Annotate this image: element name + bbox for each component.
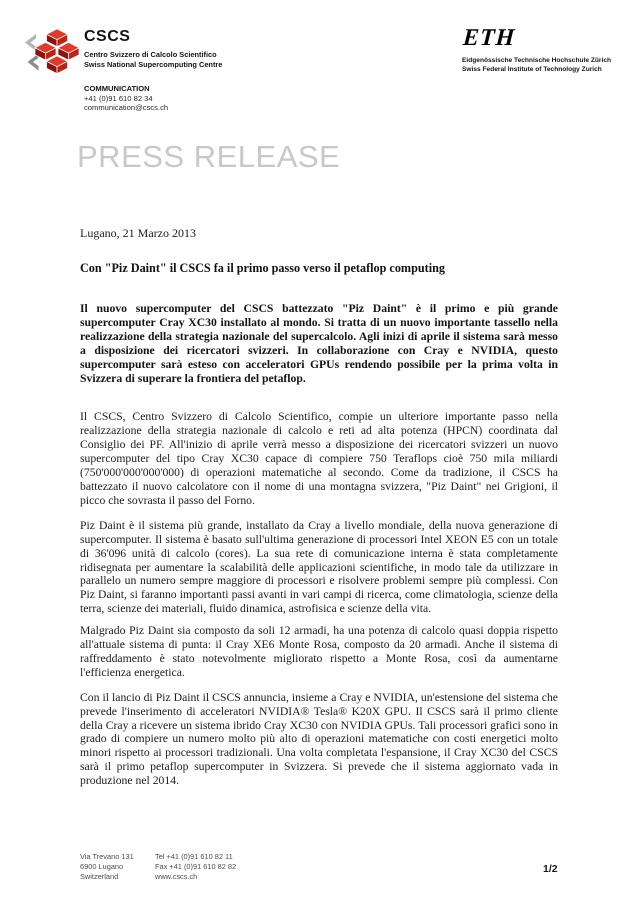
cscs-tagline-it: Centro Svizzero di Calcolo Scientifico [84,50,217,59]
footer-tel: Tel +41 (0)91 610 82 11 [155,852,233,861]
paragraph-4: Con il lancio di Piz Daint il CSCS annuncia, insieme a Cray e NVIDIA, un'estensione del sistema che prevede l'inserimento di acceleratori NVIDIA® Tesla® K20X GPU. Il CSCS sarà il primo cliente della Cray a ricevere un sistema ibrido Cray XC30 con NVIDIA GPUs. Tali processori grafici sono in grado di compiere un numero molto più alto di operazioni matematiche con costi energetici molto minori rispetto ai processori tradizionali. Una volta completata l'espansione, il Cray XC30 del CSCS sarà il primo petaflop supercomputer in Svizzera. Si prevede che il sistema aggiornato vada in produzione nel 2014. [80,690,558,788]
eth-wordmark: ETH [462,25,517,51]
cscs-logo-text [84,28,222,69]
footer-fax: Fax +41 (0)91 610 82 82 [155,861,237,871]
cscs-tagline-en: Swiss National Supercomputing Centre [84,59,223,69]
communication-block [84,84,168,112]
paragraph-1: Il CSCS, Centro Svizzero di Calcolo Scientifico, compie un ulteriore importante passo nella realizzazione della strategia nazionale di calcolo e reti ad alta potenza (HPCN) coordinata dal Consiglio dei PF. All'inizio di aprile verrà messo a disposizione dei ricercatori svizzeri un nuovo supercomputer del tipo Cray XC30 capace di compiere 750 Teraflops cioè 750 mila miliardi (750'000'000'000'000) di operazioni matematiche al secondo. Come da tradizione, il CSCS ha battezzato il nuovo calcolatore con il nome di una montagna svizzera, "Piz Daint" nei Grigioni, il picco che sovrasta il passo del Forno. [80,410,558,507]
communication-label: COMMUNICATION [84,84,150,93]
footer-website: www.cscs.ch [155,871,198,881]
footer-street: Via Trevano 131 [80,852,134,861]
cscs-wordmark: CSCS [84,28,131,45]
eth-logo [462,25,611,74]
footer-city: 6900 Lugano [80,861,124,871]
cscs-cubes-icon [24,27,80,77]
communication-phone: +41 (0)91 610 82 34 [84,93,153,103]
dateline: Lugano, 21 Marzo 2013 [80,226,196,240]
footer-country: Switzerland [80,871,119,881]
communication-email: communication@cscs.ch [84,103,169,112]
eth-tagline-en: Swiss Federal Institute of Technology Zurich [462,66,602,73]
paragraph-2: Piz Daint è il sistema più grande, installato da Cray a livello mondiale, della nuova generazione di supercomputer. Il sistema è basato sull'ultima generazione di processori Intel XEON E5 con un totale di 36'096 unità di calcolo (cores). La sua rete di comunicazione interna è stata completamente ridisegnata per aumentare la scalabilità delle applicazioni scientifiche, in modo tale da utilizzare in parallelo un numero sempre maggiore di processori e risolvere problemi sempre più complessi. Con Piz Daint, si faranno importanti passi avanti in vari campi di ricerca, come climatologia, scienze della terra, scienze dei materiali, fluido dinamica, astrofisica e scienze della vita. [80,518,558,616]
eth-tagline-de: Eidgenössische Technische Hochschule Zürich [462,57,612,64]
document-body [80,226,558,788]
paragraph-3: Malgrado Piz Daint sia composto da soli 12 armadi, ha una potenza di calcolo quasi doppia rispetto all'attuale sistema di punta: il Cray XE6 Monte Rosa, composto da 20 armadi. Anche il sistema di raffreddamento è stato notevolmente migliorato rispetto a Monte Rosa, così da aumentarne l'efficienza energetica. [80,624,558,679]
footer-address [80,852,134,881]
footer-contact [155,852,236,881]
press-release-heading: PRESS RELEASE [77,139,341,174]
document-title: Con "Piz Daint" il CSCS fa il primo passo verso il petaflop computing [80,261,445,275]
lead-paragraph: Il nuovo supercomputer del CSCS battezzato "Piz Daint" è il primo e più grande supercomputer Cray XC30 installato al mondo. Si tratta di un nuovo importante tassello nella realizzazione della strategia nazionale del supercalcolo. Agli inizi di aprile il sistema sarà messo a disposizione dei ricercatori svizzeri. In collaborazione con Cray e NVIDIA, questo supercomputer sarà esteso con acceleratori GPUs rendendo possibile per la prima volta in Svizzera di superare la frontiera del petaflop. [80,302,558,385]
page-number: 1/2 [543,863,558,875]
